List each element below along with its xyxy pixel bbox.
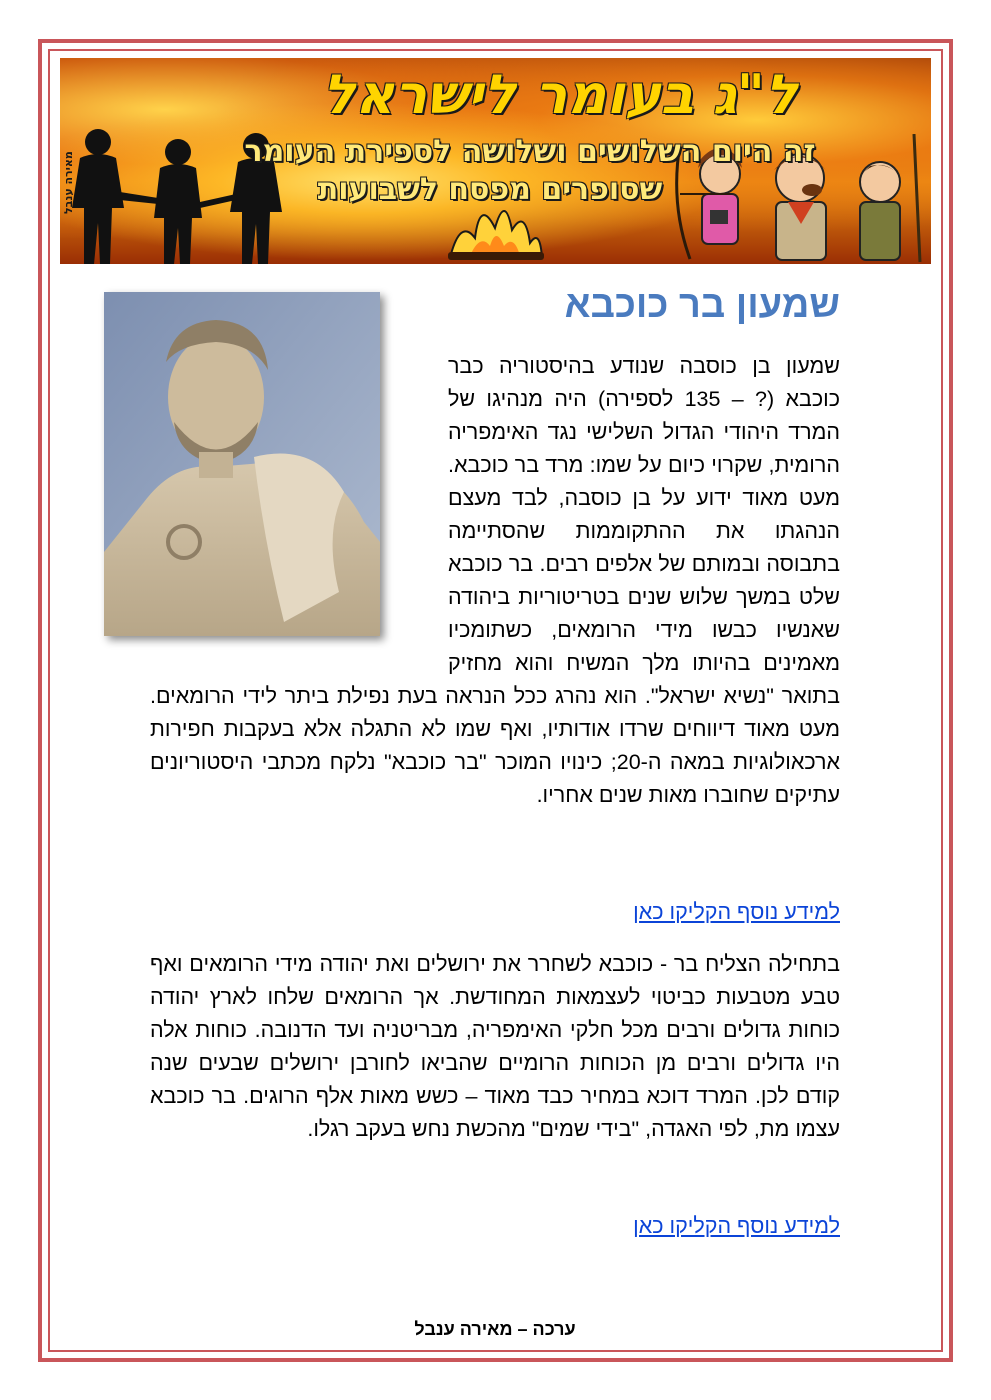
image-spacer [150,350,448,680]
article-paragraph-1-text: שמעון בן כוסבה שנודע בהיסטוריה כבר כוכבא (? – 135 לספירה) היה מנהיגו של המרד היהודי הגדול השלישי נגד האימפריה הרומית, שקרוי כיום על שמו: מרד בר כוכבא. מעט מאוד ידוע על בן כוסבה, לבד מעצם הנהגתו את ההתקוממות שהסתיימה בתבוסה ובמותם של אלפים רבים. בר כוכבא שלט במשך שלוש שנים בטריטוריות ביהודה שאנשיו כבשו מידי הרומאים, כשתומכיו מאמינים בהיותו מלך המשיח והוא מחזיק בתואר "נשיא ישראל". הוא נהרג ככל הנראה בעת נפילת ביתר לידי הרומאים. מעט מאוד דיווחים שרדו אודותיו, ואף שמו לא התגלה אלא בעקבות חפירות ארכאולוגיות במאה ה-20; כינויו המוכר "בר כוכבא" נלקח מכתבי היסטוריונים עתיקים שחוברו מאות שנים אחריו. [150,354,840,807]
more-info-link-1[interactable]: למידע נוסף הקליקו כאן [633,900,840,924]
banner-subtitle-line-2: שסופרים מפסח לשבועות [317,172,663,207]
article-paragraph-1 [150,350,840,812]
article-title: שמעון בר כוכבא [564,284,840,326]
banner-title: ל"ג בעומר לישראל [322,63,798,126]
more-info-link-2[interactable]: למידע נוסף הקליקו כאן [633,1214,840,1238]
editor-credit: ערכה – מאירה ענבל [414,1319,576,1339]
article-paragraph-2: בתחילה הצליח בר - כוכבא לשחרר את ירושלים ואת יהודה מידי הרומאים ואף טבע מטבעות כביטוי לעצמאות המחודשת. אך הרומאים שלחו לארץ יהודה כוחות גדולים ורבים מכל חלקי האימפריה, מבריטניה ועד הדנובה. כוחות אלה היו גדולים ורבים מן הכוחות הרומיים שהביאו לחורבן ירושלים שבעים שנה קודם לכן. המרד דוכא במחיר כבד מאוד – כשש מאות אלף הרוגים. בר כוכבא עצמו מת, לפי האגדה, "בידי שמים" מהכשת נחש בעקב רגלו. [150,952,840,1141]
banner [60,58,931,264]
banner-credit: מאירה ענבל [62,151,75,215]
banner-subtitle-line-1: זה היום השלושים ושלושה לספירת העומר [244,134,816,169]
